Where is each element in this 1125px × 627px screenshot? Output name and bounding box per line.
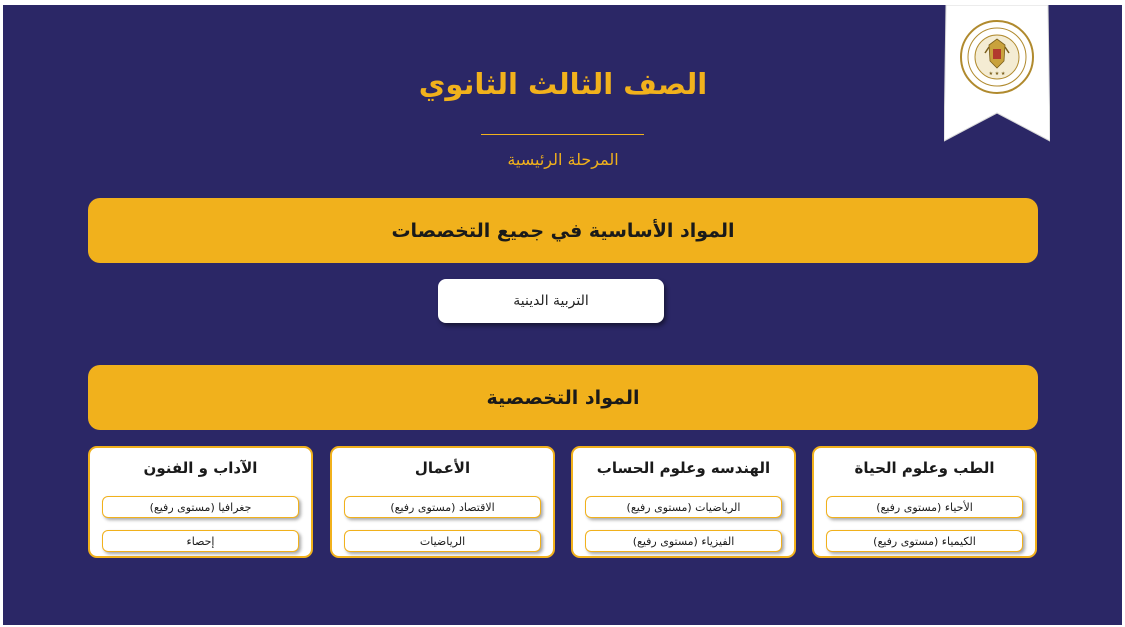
specialized-subjects-heading: المواد التخصصية bbox=[486, 386, 640, 409]
track-card-medicine bbox=[812, 446, 1037, 558]
track-subject: جغرافيا (مستوى رفيع) bbox=[102, 496, 299, 518]
track-subject: الاقتصاد (مستوى رفيع) bbox=[344, 496, 541, 518]
core-subject-label: التربية الدينية bbox=[513, 293, 589, 309]
track-card-arts bbox=[88, 446, 313, 558]
ministry-seal-badge bbox=[944, 5, 1050, 147]
core-subjects-banner bbox=[88, 198, 1038, 263]
track-subject: الرياضيات (مستوى رفيع) bbox=[585, 496, 782, 518]
core-subjects-heading: المواد الأساسية في جميع التخصصات bbox=[391, 219, 735, 242]
slide bbox=[3, 5, 1122, 625]
track-card-business bbox=[330, 446, 555, 558]
track-title: الطب وعلوم الحياة bbox=[854, 459, 995, 477]
track-subject: إحصاء bbox=[102, 530, 299, 552]
specialized-subjects-banner bbox=[88, 365, 1038, 430]
core-subject-pill bbox=[438, 279, 664, 323]
svg-text:★ ★ ★: ★ ★ ★ bbox=[988, 71, 1006, 77]
track-title: الهندسه وعلوم الحساب bbox=[596, 459, 771, 477]
track-title: الآداب و الفنون bbox=[143, 459, 258, 477]
track-subject: الكيمياء (مستوى رفيع) bbox=[826, 530, 1023, 552]
page-title: الصف الثالث الثانوي bbox=[418, 67, 708, 101]
track-subject: الأحياء (مستوى رفيع) bbox=[826, 496, 1023, 518]
title-divider bbox=[481, 134, 644, 135]
page-subtitle: المرحلة الرئيسية bbox=[507, 150, 619, 169]
track-subject: الفيزياء (مستوى رفيع) bbox=[585, 530, 782, 552]
track-title: الأعمال bbox=[414, 459, 471, 477]
track-card-engineering bbox=[571, 446, 796, 558]
track-subject: الرياضيات bbox=[344, 530, 541, 552]
